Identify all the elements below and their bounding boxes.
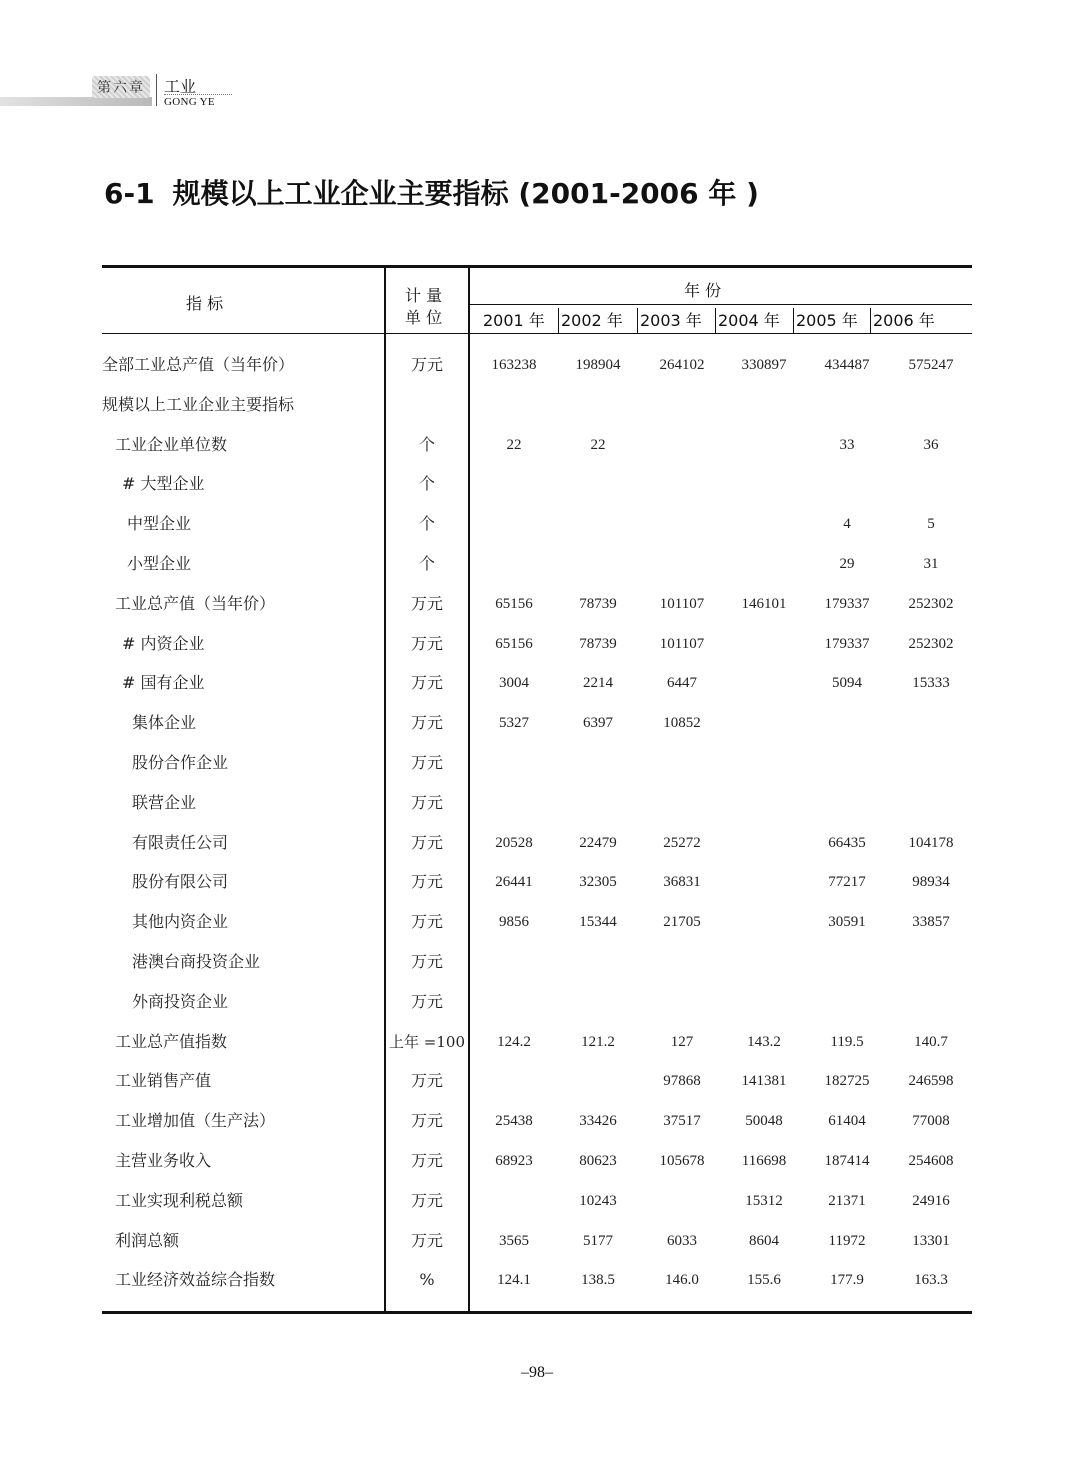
cell-value: 246598	[908, 1073, 954, 1090]
cell-value: 36831	[663, 874, 701, 891]
cell-value: 138.5	[581, 1272, 615, 1289]
cell-value: 25438	[495, 1113, 533, 1130]
cell-value: 124.1	[497, 1272, 531, 1289]
page-number: –98–	[521, 1364, 553, 1381]
row-label: 工业企业单位数	[115, 434, 228, 454]
cell-value: 33426	[579, 1113, 617, 1130]
row-label: 规模以上工业企业主要指标	[102, 394, 295, 414]
row-unit: 万元	[410, 1111, 443, 1131]
header-dotted-rule	[164, 94, 232, 95]
cell-value: 61404	[828, 1113, 866, 1130]
table-row	[0, 672, 1074, 712]
table-top-rule	[102, 265, 972, 268]
table-row	[0, 1230, 1074, 1270]
table-row	[0, 1110, 1074, 1150]
cell-value: 10243	[579, 1192, 617, 1209]
table-row	[0, 394, 1074, 434]
row-label: 外商投资企业	[132, 991, 229, 1011]
table-row	[0, 1269, 1074, 1309]
table-row	[0, 593, 1074, 633]
cell-value: 141381	[741, 1073, 787, 1090]
cell-value: 264102	[659, 357, 705, 373]
cell-value: 254608	[908, 1153, 954, 1169]
row-unit: 万元	[410, 593, 443, 613]
cell-value: 127	[670, 1033, 694, 1050]
cell-value: 33	[839, 436, 855, 453]
row-unit: 万元	[410, 912, 443, 932]
cell-value: 10852	[663, 715, 701, 732]
cell-value: 22	[506, 436, 522, 453]
table-row	[0, 553, 1074, 593]
row-unit: 万元	[410, 633, 443, 653]
cell-value: 155.6	[747, 1272, 781, 1289]
cell-value: 179337	[824, 635, 870, 652]
year-group-header: 年 份	[684, 281, 722, 300]
cell-value: 182725	[824, 1073, 870, 1090]
row-unit: %	[419, 1270, 435, 1290]
cell-value: 143.2	[747, 1033, 781, 1050]
row-label: 工业销售产值	[115, 1071, 212, 1091]
cell-value: 140.7	[914, 1033, 948, 1050]
chapter-badge: 第六章	[92, 76, 150, 98]
section-title: 工业	[164, 77, 197, 96]
row-label: 集体企业	[132, 713, 197, 733]
row-unit: 万元	[410, 1190, 443, 1210]
cell-value: 116698	[741, 1153, 787, 1169]
table-row	[0, 354, 1074, 394]
row-unit: 万元	[410, 355, 443, 374]
table-row	[0, 792, 1074, 832]
cell-value: 101107	[659, 595, 705, 612]
cell-value: 105678	[659, 1153, 705, 1169]
row-unit: 个	[418, 514, 435, 534]
cell-value: 6397	[583, 715, 613, 732]
table-row	[0, 832, 1074, 872]
table-row	[0, 1070, 1074, 1110]
cell-value: 6033	[667, 1232, 697, 1249]
cell-value: 26441	[495, 874, 533, 891]
row-unit: 万元	[410, 832, 443, 852]
row-label: # 内资企业	[122, 633, 205, 653]
cell-value: 198904	[575, 357, 621, 373]
row-label: 全部工业总产值（当年价）	[102, 355, 295, 374]
cell-value: 8604	[749, 1232, 779, 1249]
cell-value: 32305	[579, 874, 617, 891]
row-unit: 万元	[410, 753, 443, 772]
page-title	[104, 172, 759, 212]
cell-value: 124.2	[497, 1033, 531, 1050]
table-row	[0, 1150, 1074, 1190]
cell-value: 15333	[912, 675, 950, 692]
cell-value: 5177	[583, 1232, 613, 1249]
row-unit: 个	[418, 554, 435, 573]
year-header-2005: 2005 年	[793, 308, 858, 333]
cell-value: 78739	[579, 595, 617, 612]
table-row	[0, 1031, 1074, 1071]
row-unit: 万元	[410, 1071, 443, 1091]
cell-value: 33857	[912, 914, 950, 931]
row-label: 港澳台商投资企业	[132, 952, 261, 971]
cell-value: 252302	[908, 635, 954, 652]
cell-value: 36	[923, 436, 939, 453]
cell-value: 146.0	[665, 1272, 699, 1289]
header-bottom-rule	[102, 333, 972, 334]
row-label: 工业总产值指数	[115, 1031, 228, 1051]
cell-value: 121.2	[581, 1033, 615, 1050]
table-row	[0, 633, 1074, 673]
row-label: 主营业务收入	[115, 1151, 212, 1170]
cell-value: 575247	[908, 357, 954, 373]
row-label: 联营企业	[132, 792, 197, 812]
cell-value: 98934	[912, 874, 950, 891]
cell-value: 5	[927, 516, 935, 533]
row-unit: 万元	[410, 792, 443, 812]
cell-value: 68923	[495, 1153, 533, 1169]
cell-value: 5094	[832, 675, 862, 692]
row-unit: 个	[418, 474, 435, 494]
cell-value: 101107	[659, 635, 705, 652]
cell-value: 177.9	[830, 1272, 864, 1289]
row-label: 工业总产值（当年价）	[115, 593, 276, 613]
cell-value: 330897	[741, 357, 787, 373]
row-unit: 万元	[410, 952, 443, 971]
cell-value: 21705	[663, 914, 701, 931]
year-header-2002: 2002 年	[558, 308, 623, 333]
year-header-2006: 2006 年	[870, 308, 935, 333]
cell-value: 78739	[579, 635, 617, 652]
row-label: # 大型企业	[122, 474, 205, 494]
table-row	[0, 911, 1074, 951]
cell-value: 37517	[663, 1113, 701, 1130]
cell-value: 163238	[491, 357, 537, 373]
header-bar	[0, 97, 152, 106]
year-group-rule	[469, 304, 972, 305]
cell-value: 163.3	[914, 1272, 948, 1289]
row-label: 有限责任公司	[132, 832, 229, 852]
row-label: 股份合作企业	[132, 753, 229, 772]
cell-value: 9856	[499, 914, 529, 931]
table-row	[0, 871, 1074, 911]
cell-value: 65156	[495, 635, 533, 652]
cell-value: 25272	[663, 834, 701, 851]
header-divider	[156, 74, 157, 106]
cell-value: 15344	[579, 914, 617, 931]
row-label: 中型企业	[127, 514, 192, 534]
cell-value: 4	[843, 516, 851, 533]
row-label: # 国有企业	[122, 673, 205, 693]
cell-value: 24916	[912, 1192, 950, 1209]
row-unit: 万元	[410, 872, 443, 892]
cell-value: 15312	[745, 1192, 783, 1209]
cell-value: 22479	[579, 834, 617, 851]
row-unit: 个	[418, 434, 435, 454]
unit-column-header-line2: 单 位	[405, 308, 443, 327]
cell-value: 21371	[828, 1192, 866, 1209]
table-bottom-rule	[102, 1311, 972, 1314]
cell-value: 20528	[495, 834, 533, 851]
cell-value: 3004	[499, 675, 529, 692]
year-header-2003: 2003 年	[637, 308, 702, 333]
cell-value: 3565	[499, 1232, 529, 1249]
cell-value: 31	[923, 556, 939, 572]
row-unit: 万元	[410, 673, 443, 693]
cell-value: 119.5	[830, 1033, 864, 1050]
cell-value: 104178	[908, 834, 954, 851]
cell-value: 252302	[908, 595, 954, 612]
row-label: 工业经济效益综合指数	[115, 1270, 276, 1290]
row-unit: 万元	[410, 991, 443, 1011]
table-row	[0, 951, 1074, 991]
table-number: 6-1	[104, 177, 155, 210]
table-row	[0, 434, 1074, 474]
cell-value: 187414	[824, 1153, 870, 1169]
cell-value: 434487	[824, 357, 870, 373]
section-pinyin: GONG YE	[164, 96, 215, 108]
row-unit: 万元	[410, 713, 443, 733]
cell-value: 80623	[579, 1153, 617, 1169]
cell-value: 11972	[828, 1232, 866, 1249]
table-row	[0, 473, 1074, 513]
table-row	[0, 712, 1074, 752]
row-label: 利润总额	[115, 1230, 180, 1250]
cell-value: 66435	[828, 834, 866, 851]
row-label: 小型企业	[127, 554, 192, 573]
cell-value: 2214	[583, 675, 613, 692]
cell-value: 77008	[912, 1113, 950, 1130]
cell-value: 146101	[741, 595, 787, 612]
row-unit: 万元	[410, 1230, 443, 1250]
table-row	[0, 991, 1074, 1031]
table-row	[0, 513, 1074, 553]
cell-value: 5327	[499, 715, 529, 732]
cell-value: 179337	[824, 595, 870, 612]
cell-value: 22	[590, 436, 606, 453]
cell-value: 6447	[667, 675, 697, 692]
year-header-2004: 2004 年	[715, 308, 780, 333]
cell-value: 97868	[663, 1073, 701, 1090]
table-row	[0, 1190, 1074, 1230]
cell-value: 65156	[495, 595, 533, 612]
table-row	[0, 752, 1074, 792]
cell-value: 29	[839, 556, 855, 572]
cell-value: 13301	[912, 1232, 950, 1249]
row-label: 工业实现利税总额	[115, 1190, 244, 1210]
row-label: 工业增加值（生产法）	[115, 1111, 276, 1131]
row-label: 股份有限公司	[132, 872, 229, 892]
row-label: 其他内资企业	[132, 912, 229, 932]
row-unit: 上年 =100	[389, 1032, 465, 1051]
table-title: 规模以上工业企业主要指标 (2001-2006 年 )	[172, 177, 759, 210]
row-unit: 万元	[410, 1151, 443, 1170]
indicator-column-header: 指 标	[186, 294, 224, 313]
cell-value: 50048	[745, 1113, 783, 1130]
cell-value: 77217	[828, 874, 866, 891]
year-header-2001: 2001 年	[483, 311, 545, 330]
unit-column-header-line1: 计 量	[405, 286, 443, 305]
cell-value: 30591	[828, 914, 866, 931]
